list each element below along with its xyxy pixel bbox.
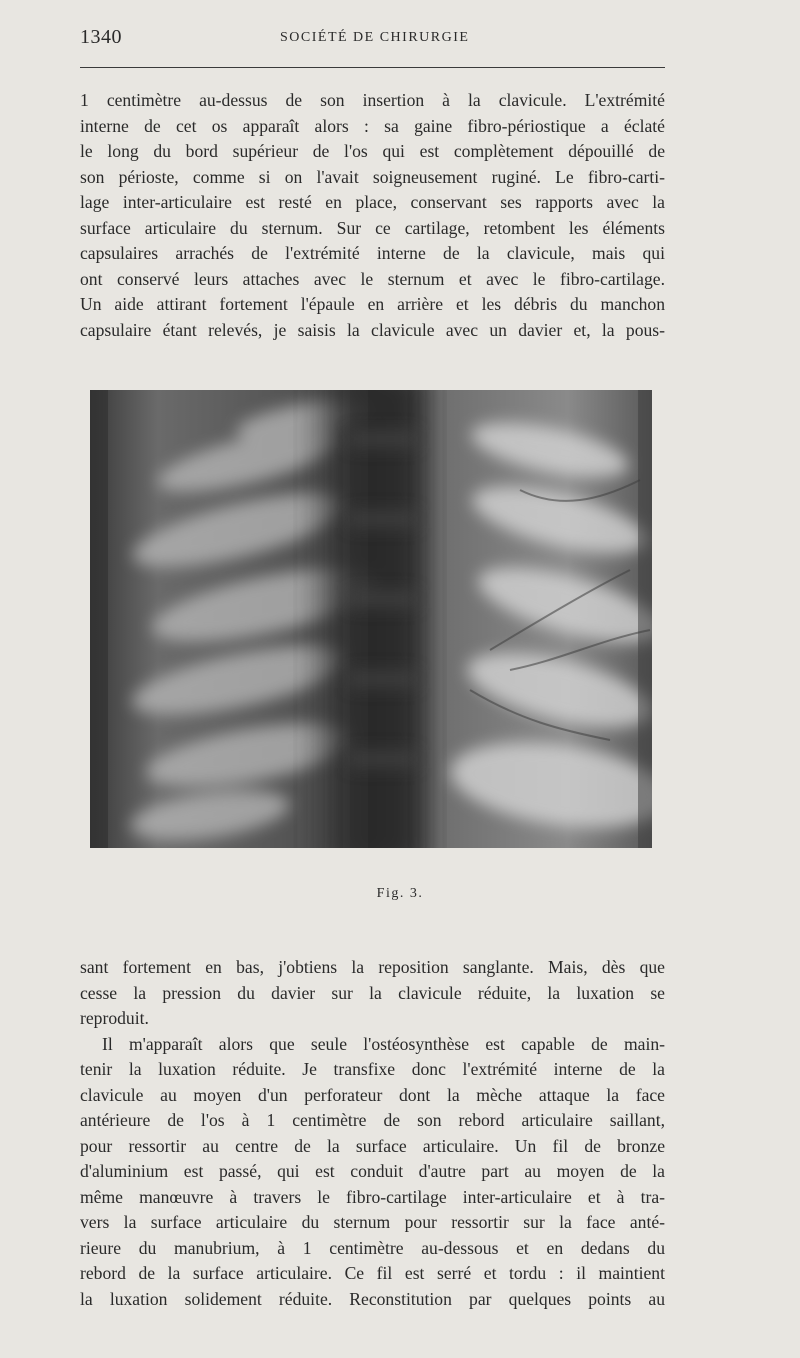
text-line: vers la surface articulaire du sternum pour ressortir sur la face anté- xyxy=(80,1212,665,1232)
text-line: 1 centimètre au-dessus de son insertion à la clavicule. L'extrémité xyxy=(80,90,665,110)
text-line: cesse la pression du davier sur la clavicule réduite, la luxation se xyxy=(80,982,665,1003)
text-line: son périoste, comme si on l'avait soigneusement ruginé. Le fibro-carti- xyxy=(80,166,665,187)
page-header xyxy=(80,26,665,54)
text-line: la luxation solidement réduite. Reconstitution par quelques points au xyxy=(80,1288,665,1309)
text-line: tenir la luxation réduite. Je transfixe donc l'extrémité interne de la xyxy=(80,1059,665,1079)
text-line: interne de cet os apparaît alors : sa gaine fibro-périostique a éclaté xyxy=(80,115,665,136)
text-line: surface articulaire du sternum. Sur ce cartilage, retombent les éléments xyxy=(80,217,665,238)
figure-caption: Fig. 3. xyxy=(376,886,424,901)
radiograph-image xyxy=(90,390,652,848)
text-line: le long du bord supérieur de l'os qui est complètement dépouillé de xyxy=(80,141,665,161)
text-line: reproduit. xyxy=(80,1008,149,1028)
text-line: Il m'apparaît alors que seule l'ostéosynthèse est capable de main- xyxy=(102,1033,665,1054)
page-number: 1340 xyxy=(80,26,122,48)
header-rule xyxy=(80,67,665,68)
paragraph-top xyxy=(80,88,665,343)
text-line: capsulaires arrachés de l'extrémité interne de la clavicule, mais qui xyxy=(80,243,665,263)
text-line: capsulaire étant relevés, je saisis la clavicule avec un davier et, la pous- xyxy=(80,319,665,340)
text-line: antérieure de l'os à 1 centimètre de son rebord articulaire saillant, xyxy=(80,1110,665,1130)
text-line: sant fortement en bas, j'obtiens la reposition sanglante. Mais, dès que xyxy=(80,957,665,977)
text-line: rebord de la surface articulaire. Ce fil est serré et tordu : il maintient xyxy=(80,1263,665,1283)
radiograph-figure xyxy=(90,390,652,848)
paragraph-bottom xyxy=(80,955,665,1312)
text-line: clavicule au moyen d'un perforateur dont la mèche attaque la face xyxy=(80,1084,665,1105)
text-line: ont conservé leurs attaches avec le sternum et avec le fibro-cartilage. xyxy=(80,268,665,289)
text-line: rieure du manubrium, à 1 centimètre au-dessous et en dedans du xyxy=(80,1237,665,1258)
text-line: lage inter-articulaire est resté en place, conservant ses rapports avec la xyxy=(80,192,665,212)
text-line: même manœuvre à travers le fibro-cartilage inter-articulaire et à tra- xyxy=(80,1186,665,1207)
text-line: Un aide attirant fortement l'épaule en arrière et les débris du manchon xyxy=(80,294,665,314)
running-head: SOCIÉTÉ DE CHIRURGIE xyxy=(280,30,470,45)
text-line: d'aluminium est passé, qui est conduit d'autre part au moyen de la xyxy=(80,1161,665,1181)
text-line: pour ressortir au centre de la surface articulaire. Un fil de bronze xyxy=(80,1135,665,1156)
